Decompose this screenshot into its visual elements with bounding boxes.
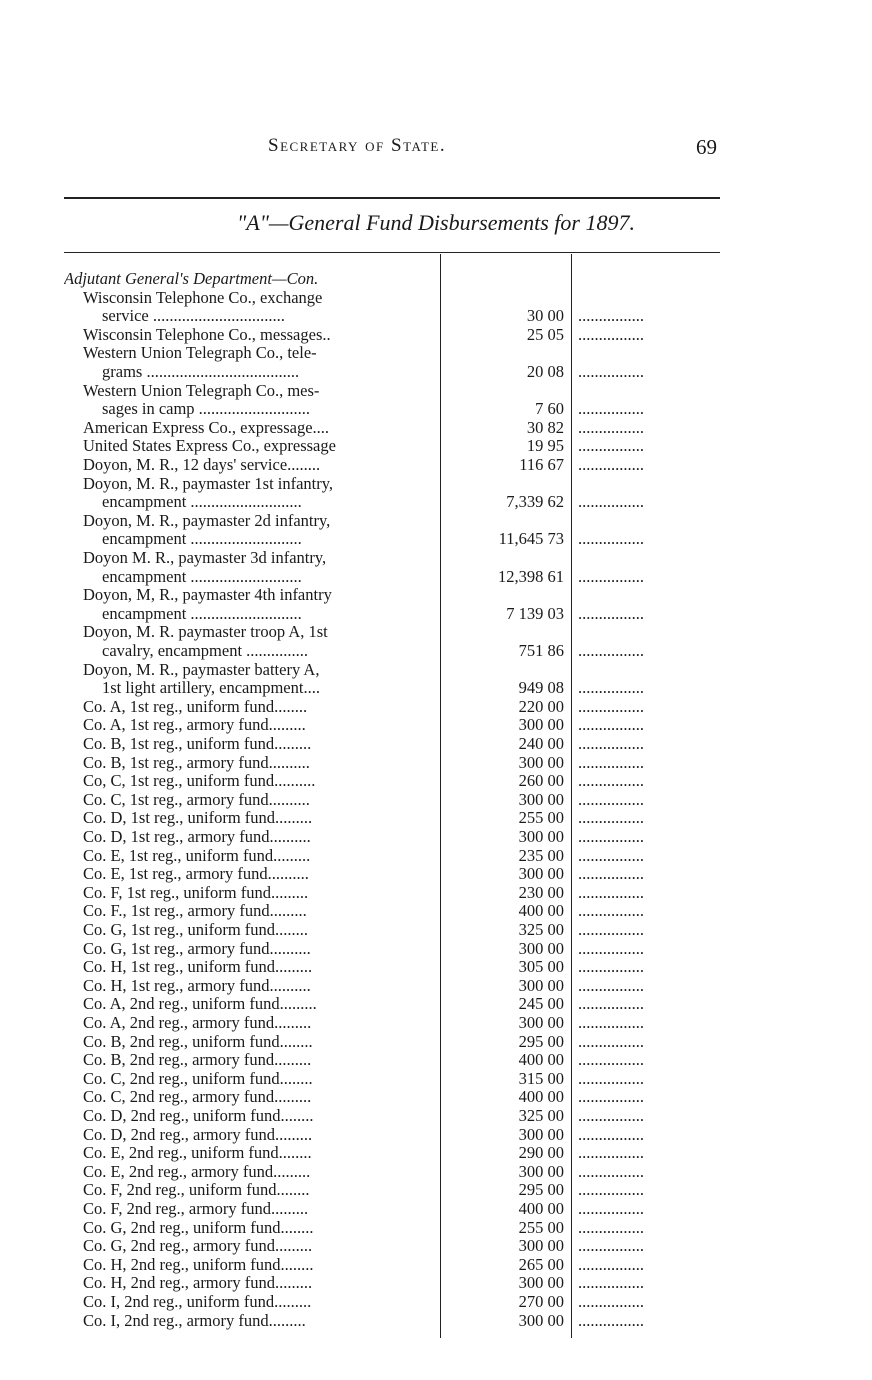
leader-dots: ................	[578, 772, 644, 791]
entry-description: Co. F., 1st reg., armory fund.........	[83, 902, 307, 921]
entry-description: Co. G, 1st reg., uniform fund........	[83, 921, 309, 939]
leader-dots: ................	[578, 1088, 644, 1107]
table-row	[0, 958, 872, 977]
entry-description: Co. C, 2nd reg., uniform fund........	[83, 1069, 313, 1088]
table-row	[0, 977, 872, 996]
leader-dots: ................	[578, 1293, 644, 1311]
entry-amount: 235 00	[518, 845, 564, 865]
table-row	[0, 1051, 872, 1070]
table-row	[0, 1088, 872, 1107]
entry-description: encampment ...........................	[102, 567, 302, 586]
leader-dots: ................	[578, 1274, 644, 1293]
section-heading: Adjutant General's Department—Con.	[64, 270, 319, 288]
table-row	[0, 735, 872, 754]
table-row	[0, 716, 872, 735]
entry-amount: 400 00	[518, 1199, 564, 1218]
table-row	[0, 1070, 872, 1089]
entry-amount: 300 00	[518, 1013, 564, 1032]
entry-amount: 300 00	[518, 789, 564, 809]
table-row	[0, 828, 872, 847]
entry-amount: 300 00	[518, 1236, 564, 1256]
leader-dots: ................	[578, 1181, 644, 1200]
entry-amount: 25 05	[526, 324, 564, 344]
entry-amount: 295 00	[518, 1180, 564, 1200]
table-row	[0, 289, 872, 308]
entry-description: Doyon, M. R., 12 days' service........	[83, 456, 321, 474]
table-row	[0, 382, 872, 401]
entry-description: Doyon, M, R., paymaster 4th infantry	[83, 586, 332, 605]
entry-description: Co. A, 1st reg., uniform fund........	[83, 697, 308, 716]
entry-description: Co. G, 2nd reg., armory fund.........	[83, 1237, 313, 1256]
entry-amount: 315 00	[518, 1068, 564, 1088]
leader-dots: ................	[578, 828, 644, 846]
entry-amount: 751 86	[518, 641, 564, 660]
leader-dots: ................	[578, 1237, 644, 1256]
leader-dots: ................	[578, 809, 644, 828]
entry-description: Doyon M. R., paymaster 3d infantry,	[83, 549, 327, 567]
entry-description: sages in camp ...........................	[102, 400, 311, 419]
entry-amount: 300 00	[518, 864, 564, 884]
leader-dots: ................	[578, 1162, 644, 1181]
entry-amount: 300 00	[518, 752, 564, 772]
entry-description: Co. B, 2nd reg., armory fund.........	[83, 1051, 312, 1070]
section-heading-row	[0, 270, 872, 289]
entry-description: Co. I, 2nd reg., armory fund.........	[83, 1311, 306, 1330]
entry-amount: 12,398 61	[498, 566, 564, 586]
table-row	[0, 400, 872, 419]
entry-description: Co. H, 2nd reg., uniform fund........	[83, 1255, 314, 1274]
entry-description: Co. B, 2nd reg., uniform fund........	[83, 1032, 313, 1051]
table-row	[0, 568, 872, 587]
table-row	[0, 623, 872, 642]
leader-dots: ................	[578, 790, 644, 809]
entry-description: Co. A, 1st reg., armory fund.........	[83, 716, 306, 735]
table-row	[0, 1126, 872, 1145]
leader-dots: ................	[578, 307, 644, 326]
leader-dots: ................	[578, 1311, 644, 1330]
table-row	[0, 921, 872, 940]
entry-amount: 305 00	[518, 957, 564, 977]
leader-dots: ................	[578, 567, 644, 586]
entry-description: American Express Co., expressage....	[83, 418, 330, 437]
entry-description: Co. G, 2nd reg., uniform fund........	[83, 1218, 314, 1237]
leader-dots: ................	[578, 883, 644, 902]
entry-description: Co. D, 1st reg., armory fund..........	[83, 828, 311, 846]
entry-description: Co. I, 2nd reg., uniform fund.........	[83, 1293, 312, 1311]
entry-description: Co, C, 1st reg., uniform fund..........	[83, 772, 316, 791]
entry-amount: 300 00	[518, 975, 564, 995]
top-rule	[64, 197, 720, 199]
entry-description: grams .....................................	[102, 363, 300, 381]
entry-description: Co. D, 1st reg., uniform fund.........	[83, 809, 313, 828]
table-row	[0, 791, 872, 810]
table-row	[0, 847, 872, 866]
table-row	[0, 1107, 872, 1126]
table-row	[0, 642, 872, 661]
leader-dots: ................	[578, 642, 644, 660]
title-bottom-rule	[64, 252, 720, 253]
leader-dots: ................	[578, 1014, 644, 1032]
leader-dots: ................	[578, 418, 644, 437]
entry-description: encampment ...........................	[102, 530, 302, 549]
leader-dots: ................	[578, 995, 644, 1014]
entry-amount: 300 00	[518, 1310, 564, 1330]
table-row	[0, 363, 872, 382]
entry-amount: 260 00	[518, 771, 564, 791]
table-row	[0, 661, 872, 680]
leader-dots: ................	[578, 958, 644, 977]
leader-dots: ................	[578, 363, 644, 381]
table-row	[0, 1014, 872, 1033]
entry-amount: 300 00	[518, 715, 564, 735]
entry-amount: 255 00	[518, 808, 564, 828]
table-row	[0, 1144, 872, 1163]
entry-description: Doyon, M. R., paymaster battery A,	[83, 660, 320, 679]
entry-description: encampment ...........................	[102, 493, 302, 512]
entry-amount: 19 95	[526, 436, 564, 456]
leader-dots: ................	[578, 1107, 644, 1125]
table-row	[0, 549, 872, 568]
entry-amount: 230 00	[518, 882, 564, 902]
entry-description: Co. F, 1st reg., uniform fund.........	[83, 883, 309, 902]
table-row	[0, 344, 872, 363]
entry-amount: 245 00	[518, 994, 564, 1014]
leader-dots: ................	[578, 493, 644, 512]
entry-description: encampment ...........................	[102, 604, 302, 623]
table-row	[0, 456, 872, 475]
entry-description: cavalry, encampment ...............	[102, 642, 309, 660]
table-row	[0, 512, 872, 531]
entry-description: Co. F, 2nd reg., uniform fund........	[83, 1181, 310, 1200]
table-row	[0, 1274, 872, 1293]
entry-description: United States Express Co., expressage	[83, 437, 336, 456]
entry-amount: 240 00	[518, 734, 564, 753]
table-row	[0, 865, 872, 884]
page-number: 69	[696, 135, 717, 159]
entry-description: Co. E, 2nd reg., uniform fund........	[83, 1144, 312, 1163]
leader-dots: ................	[578, 976, 644, 995]
entry-description: Co. G, 1st reg., armory fund..........	[83, 939, 311, 958]
leader-dots: ................	[578, 846, 644, 865]
entry-description: Co. E, 2nd reg., armory fund.........	[83, 1162, 311, 1181]
leader-dots: ................	[578, 437, 644, 456]
entry-amount: 400 00	[518, 1087, 564, 1107]
table-row	[0, 1219, 872, 1238]
table-row	[0, 995, 872, 1014]
entry-description: Co. B, 1st reg., uniform fund.........	[83, 735, 312, 753]
leader-dots: ................	[578, 530, 644, 549]
table-row	[0, 493, 872, 512]
table-row	[0, 307, 872, 326]
entry-amount: 295 00	[518, 1031, 564, 1051]
table-row	[0, 809, 872, 828]
page-header	[0, 135, 872, 165]
leader-dots: ................	[578, 1218, 644, 1237]
entry-amount: 7 60	[535, 399, 564, 419]
entry-amount: 116 67	[519, 455, 564, 474]
entry-description: Western Union Telegraph Co., mes-	[83, 381, 320, 400]
entry-description: Co. D, 2nd reg., uniform fund........	[83, 1107, 314, 1125]
entry-description: Western Union Telegraph Co., tele-	[83, 344, 317, 363]
leader-dots: ................	[578, 939, 644, 958]
entry-description: Co. F, 2nd reg., armory fund.........	[83, 1200, 309, 1218]
leader-dots: ................	[578, 921, 644, 939]
entry-amount: 300 00	[518, 1273, 564, 1293]
entry-amount: 220 00	[518, 696, 564, 716]
entry-amount: 400 00	[518, 1050, 564, 1070]
entry-description: Doyon, M. R., paymaster 2d infantry,	[83, 511, 331, 530]
entry-description: Wisconsin Telephone Co., messages..	[83, 325, 331, 344]
entry-amount: 300 00	[518, 1161, 564, 1181]
entry-amount: 400 00	[518, 901, 564, 921]
entry-amount: 325 00	[518, 1106, 564, 1125]
entry-amount: 255 00	[518, 1217, 564, 1237]
entry-amount: 270 00	[518, 1292, 564, 1311]
table-row	[0, 419, 872, 438]
entry-amount: 7 139 03	[506, 603, 564, 623]
table-row	[0, 1237, 872, 1256]
entry-description: Co. E, 1st reg., uniform fund.........	[83, 846, 311, 865]
table-row	[0, 698, 872, 717]
entry-amount: 265 00	[518, 1254, 564, 1274]
entry-amount: 290 00	[518, 1143, 564, 1163]
leader-dots: ................	[578, 679, 644, 698]
table-row	[0, 1293, 872, 1312]
table-row	[0, 940, 872, 959]
table-title: "A"—General Fund Disbursements for 1897.	[237, 210, 635, 235]
entry-description: Co. E, 1st reg., armory fund..........	[83, 865, 309, 884]
table-row	[0, 1312, 872, 1331]
entry-description: Co. H, 1st reg., uniform fund.........	[83, 958, 313, 977]
leader-dots: ................	[578, 697, 644, 716]
leader-dots: ................	[578, 1200, 644, 1218]
entry-amount: 30 82	[526, 417, 564, 437]
entry-amount: 30 00	[526, 306, 564, 326]
entry-amount: 11,645 73	[498, 529, 564, 549]
entry-amount: 7,339 62	[506, 492, 564, 512]
table-row	[0, 586, 872, 605]
table-row	[0, 605, 872, 624]
table-row	[0, 679, 872, 698]
entry-amount: 300 00	[518, 1124, 564, 1144]
leader-dots: ................	[578, 325, 644, 344]
table-row	[0, 1163, 872, 1182]
leader-dots: ................	[578, 1144, 644, 1163]
table-row	[0, 1200, 872, 1219]
leader-dots: ................	[578, 753, 644, 772]
leader-dots: ................	[578, 1255, 644, 1274]
leader-dots: ................	[578, 716, 644, 735]
leader-dots: ................	[578, 604, 644, 623]
entry-description: Co. D, 2nd reg., armory fund.........	[83, 1125, 313, 1144]
entry-description: Co. A, 2nd reg., armory fund.........	[83, 1014, 312, 1032]
entry-description: Co. H, 1st reg., armory fund..........	[83, 976, 311, 995]
leader-dots: ................	[578, 400, 644, 419]
table-row	[0, 772, 872, 791]
entry-amount: 949 08	[518, 678, 564, 698]
leader-dots: ................	[578, 456, 644, 474]
table-row	[0, 326, 872, 345]
running-title: Secretary of State.	[268, 135, 447, 156]
table-row	[0, 530, 872, 549]
entry-description: Co. H, 2nd reg., armory fund.........	[83, 1274, 313, 1293]
table-row	[0, 884, 872, 903]
table-row	[0, 475, 872, 494]
entry-description: Co. C, 1st reg., armory fund..........	[83, 790, 310, 809]
entry-description: Wisconsin Telephone Co., exchange	[83, 288, 323, 307]
entry-description: Co. C, 2nd reg., armory fund.........	[83, 1088, 312, 1107]
table-row	[0, 1033, 872, 1052]
entry-amount: 325 00	[518, 920, 564, 939]
leader-dots: ................	[578, 865, 644, 884]
entry-description: 1st light artillery, encampment....	[102, 679, 320, 698]
entry-amount: 300 00	[518, 827, 564, 846]
entry-amount: 300 00	[518, 938, 564, 958]
leader-dots: ................	[578, 902, 644, 921]
leader-dots: ................	[578, 735, 644, 753]
entry-description: Doyon, M. R., paymaster 1st infantry,	[83, 474, 334, 493]
entry-description: Doyon, M. R. paymaster troop A, 1st	[83, 623, 328, 642]
entry-description: Co. A, 2nd reg., uniform fund.........	[83, 995, 317, 1014]
leader-dots: ................	[578, 1069, 644, 1088]
leader-dots: ................	[578, 1032, 644, 1051]
table-row	[0, 754, 872, 773]
entry-description: service ................................	[102, 307, 285, 326]
entry-amount: 20 08	[526, 362, 564, 381]
leader-dots: ................	[578, 1125, 644, 1144]
entry-description: Co. B, 1st reg., armory fund..........	[83, 753, 310, 772]
table-row	[0, 902, 872, 921]
table-row	[0, 1256, 872, 1275]
leader-dots: ................	[578, 1051, 644, 1070]
table-row	[0, 1181, 872, 1200]
table-row	[0, 437, 872, 456]
